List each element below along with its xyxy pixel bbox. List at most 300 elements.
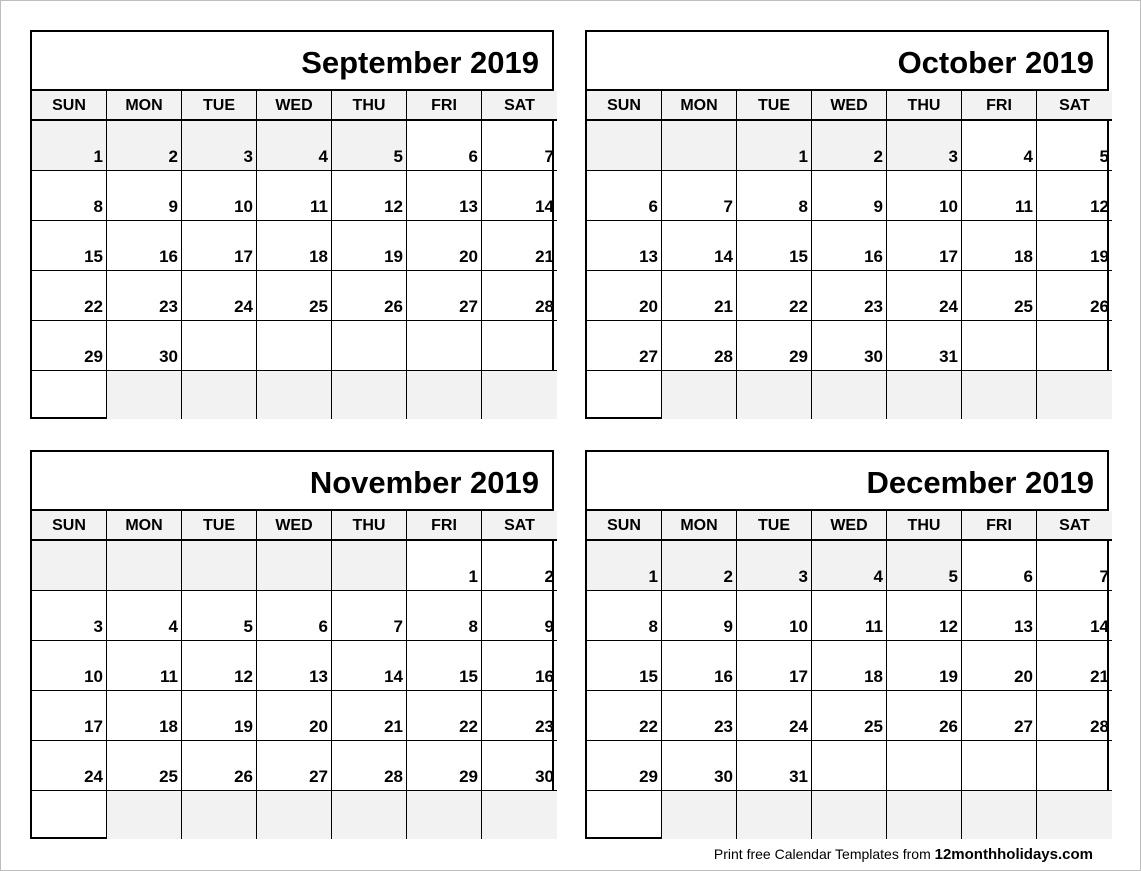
day-number: 28: [384, 767, 403, 786]
day-number: 3: [93, 617, 103, 636]
day-number: 18: [159, 717, 178, 736]
day-cell: [962, 271, 1037, 321]
day-number: 9: [873, 197, 883, 216]
day-number: 26: [234, 767, 253, 786]
day-number: 5: [243, 617, 253, 636]
day-number: 16: [159, 247, 178, 266]
day-cell: [332, 741, 407, 791]
calendar-grid: [32, 511, 552, 839]
day-cell: [482, 221, 557, 271]
weekday-header: SUN: [587, 91, 662, 121]
day-cell: [257, 121, 332, 171]
day-number: 22: [459, 717, 478, 736]
weekday-header: WED: [257, 91, 332, 121]
empty-day-cell: [737, 371, 812, 419]
day-number: 17: [939, 247, 958, 266]
day-cell: [587, 221, 662, 271]
day-cell: [107, 271, 182, 321]
empty-day-cell: [887, 791, 962, 839]
month-title: September 2019: [32, 32, 552, 91]
weekday-header: THU: [332, 511, 407, 541]
day-number: 27: [459, 297, 478, 316]
empty-day-cell: [257, 321, 332, 371]
day-cell: [182, 271, 257, 321]
day-number: 19: [939, 667, 958, 686]
weekday-header: SAT: [482, 91, 557, 121]
day-cell: [662, 641, 737, 691]
day-number: 6: [468, 147, 478, 166]
day-number: 24: [789, 717, 808, 736]
day-number: 21: [714, 297, 733, 316]
day-cell: [107, 121, 182, 171]
weekday-header: SAT: [482, 511, 557, 541]
empty-day-cell: [812, 741, 887, 791]
day-number: 21: [1090, 667, 1109, 686]
day-number: 1: [468, 567, 478, 586]
day-number: 28: [535, 297, 554, 316]
day-cell: [887, 321, 962, 371]
day-number: 25: [1014, 297, 1033, 316]
empty-day-cell: [587, 371, 662, 419]
day-cell: [662, 741, 737, 791]
day-cell: [257, 271, 332, 321]
day-number: 6: [648, 197, 658, 216]
weekday-header: MON: [107, 91, 182, 121]
footer-site-link[interactable]: 12monthholidays.com: [934, 846, 1093, 863]
day-number: 26: [939, 717, 958, 736]
day-cell: [482, 271, 557, 321]
weekday-header: TUE: [737, 511, 812, 541]
day-cell: [737, 171, 812, 221]
day-number: 25: [159, 767, 178, 786]
day-number: 24: [84, 767, 103, 786]
day-cell: [812, 271, 887, 321]
day-cell: [962, 641, 1037, 691]
day-number: 4: [318, 147, 328, 166]
day-cell: [182, 121, 257, 171]
weekday-header: TUE: [182, 511, 257, 541]
day-cell: [662, 321, 737, 371]
day-number: 18: [864, 667, 883, 686]
weekday-header: THU: [332, 91, 407, 121]
day-number: 20: [1014, 667, 1033, 686]
day-cell: [182, 221, 257, 271]
day-cell: [407, 591, 482, 641]
day-cell: [662, 591, 737, 641]
day-cell: [332, 691, 407, 741]
day-cell: [662, 221, 737, 271]
day-cell: [32, 221, 107, 271]
day-number: 26: [1090, 297, 1109, 316]
day-number: 17: [84, 717, 103, 736]
day-number: 31: [939, 347, 958, 366]
day-cell: [32, 321, 107, 371]
weekday-header: FRI: [962, 511, 1037, 541]
day-number: 7: [1099, 567, 1109, 586]
day-cell: [107, 171, 182, 221]
empty-day-cell: [962, 791, 1037, 839]
day-cell: [32, 741, 107, 791]
day-cell: [482, 121, 557, 171]
day-cell: [182, 691, 257, 741]
day-number: 14: [714, 247, 733, 266]
day-number: 15: [84, 247, 103, 266]
weekday-header: THU: [887, 511, 962, 541]
day-cell: [812, 121, 887, 171]
calendar-grid: [587, 91, 1107, 419]
empty-day-cell: [182, 321, 257, 371]
day-cell: [737, 121, 812, 171]
empty-day-cell: [107, 541, 182, 591]
day-number: 12: [234, 667, 253, 686]
day-cell: [887, 171, 962, 221]
day-cell: [737, 541, 812, 591]
day-number: 30: [535, 767, 554, 786]
day-cell: [332, 221, 407, 271]
day-cell: [257, 221, 332, 271]
empty-day-cell: [182, 541, 257, 591]
day-cell: [1037, 121, 1112, 171]
weekday-header: SAT: [1037, 511, 1112, 541]
day-cell: [257, 741, 332, 791]
empty-day-cell: [1037, 321, 1112, 371]
day-number: 11: [865, 617, 883, 636]
month-calendar-september: [30, 30, 554, 419]
day-number: 2: [873, 147, 883, 166]
empty-day-cell: [257, 371, 332, 419]
day-number: 4: [1023, 147, 1033, 166]
day-cell: [107, 691, 182, 741]
day-cell: [587, 691, 662, 741]
day-cell: [482, 591, 557, 641]
day-cell: [737, 641, 812, 691]
day-cell: [482, 541, 557, 591]
day-cell: [182, 641, 257, 691]
weekday-header: MON: [107, 511, 182, 541]
day-number: 10: [84, 667, 103, 686]
weekday-header: SUN: [32, 511, 107, 541]
day-cell: [1037, 171, 1112, 221]
month-title: December 2019: [587, 452, 1107, 511]
weekday-header: FRI: [407, 91, 482, 121]
day-cell: [257, 171, 332, 221]
day-cell: [107, 321, 182, 371]
day-number: 10: [939, 197, 958, 216]
day-number: 7: [544, 147, 554, 166]
empty-day-cell: [1037, 371, 1112, 419]
day-number: 29: [639, 767, 658, 786]
day-cell: [587, 591, 662, 641]
empty-day-cell: [257, 791, 332, 839]
day-cell: [887, 121, 962, 171]
weekday-header: WED: [812, 511, 887, 541]
day-number: 5: [948, 567, 958, 586]
day-cell: [662, 171, 737, 221]
day-number: 11: [160, 667, 178, 686]
weekday-header: THU: [887, 91, 962, 121]
day-number: 19: [384, 247, 403, 266]
day-cell: [812, 591, 887, 641]
empty-day-cell: [182, 791, 257, 839]
empty-day-cell: [107, 791, 182, 839]
day-number: 4: [873, 567, 883, 586]
day-cell: [32, 691, 107, 741]
day-number: 13: [309, 667, 328, 686]
day-number: 23: [714, 717, 733, 736]
empty-day-cell: [662, 371, 737, 419]
day-cell: [812, 221, 887, 271]
day-cell: [887, 541, 962, 591]
day-number: 21: [384, 717, 403, 736]
weekday-header: WED: [257, 511, 332, 541]
day-cell: [737, 691, 812, 741]
day-number: 23: [535, 717, 554, 736]
day-number: 29: [459, 767, 478, 786]
day-number: 8: [648, 617, 658, 636]
day-cell: [407, 541, 482, 591]
empty-day-cell: [1037, 741, 1112, 791]
day-cell: [662, 691, 737, 741]
day-number: 7: [393, 617, 403, 636]
empty-day-cell: [482, 321, 557, 371]
empty-day-cell: [332, 791, 407, 839]
day-number: 8: [468, 617, 478, 636]
day-cell: [482, 171, 557, 221]
day-number: 25: [309, 297, 328, 316]
day-number: 29: [789, 347, 808, 366]
day-cell: [587, 321, 662, 371]
day-cell: [32, 641, 107, 691]
day-number: 2: [168, 147, 178, 166]
empty-day-cell: [107, 371, 182, 419]
day-number: 27: [1014, 717, 1033, 736]
day-number: 15: [639, 667, 658, 686]
day-number: 6: [318, 617, 328, 636]
day-cell: [737, 741, 812, 791]
day-number: 25: [864, 717, 883, 736]
empty-day-cell: [662, 791, 737, 839]
day-number: 27: [639, 347, 658, 366]
calendar-grid: [587, 511, 1107, 839]
day-cell: [587, 641, 662, 691]
day-cell: [332, 121, 407, 171]
day-number: 4: [168, 617, 178, 636]
day-number: 20: [309, 717, 328, 736]
day-cell: [887, 271, 962, 321]
day-cell: [737, 591, 812, 641]
day-cell: [257, 641, 332, 691]
day-number: 21: [535, 247, 554, 266]
day-cell: [662, 541, 737, 591]
day-cell: [482, 691, 557, 741]
weekday-header: MON: [662, 91, 737, 121]
day-cell: [587, 541, 662, 591]
empty-day-cell: [32, 371, 107, 419]
day-number: 23: [864, 297, 883, 316]
day-number: 3: [243, 147, 253, 166]
day-number: 5: [393, 147, 403, 166]
day-cell: [962, 121, 1037, 171]
day-cell: [32, 271, 107, 321]
day-cell: [962, 221, 1037, 271]
day-cell: [407, 171, 482, 221]
empty-day-cell: [887, 741, 962, 791]
day-number: 2: [544, 567, 554, 586]
day-cell: [107, 741, 182, 791]
day-cell: [737, 321, 812, 371]
empty-day-cell: [962, 371, 1037, 419]
empty-day-cell: [407, 791, 482, 839]
day-cell: [332, 271, 407, 321]
weekday-header: MON: [662, 511, 737, 541]
day-cell: [482, 641, 557, 691]
empty-day-cell: [962, 321, 1037, 371]
day-number: 28: [1090, 717, 1109, 736]
day-cell: [107, 641, 182, 691]
day-number: 8: [798, 197, 808, 216]
empty-day-cell: [812, 371, 887, 419]
empty-day-cell: [587, 791, 662, 839]
month-title: November 2019: [32, 452, 552, 511]
day-cell: [332, 171, 407, 221]
day-cell: [662, 271, 737, 321]
day-number: 1: [93, 147, 103, 166]
weekday-header: TUE: [182, 91, 257, 121]
day-cell: [182, 171, 257, 221]
day-number: 9: [544, 617, 554, 636]
footer-credit: [714, 846, 1093, 863]
day-cell: [32, 171, 107, 221]
day-number: 22: [639, 717, 658, 736]
day-cell: [812, 541, 887, 591]
day-number: 30: [864, 347, 883, 366]
day-cell: [812, 171, 887, 221]
day-number: 22: [84, 297, 103, 316]
day-number: 30: [159, 347, 178, 366]
day-number: 24: [939, 297, 958, 316]
empty-day-cell: [407, 321, 482, 371]
month-calendar-october: [585, 30, 1109, 419]
day-number: 11: [1015, 197, 1033, 216]
calendar-grid: [32, 91, 552, 419]
empty-day-cell: [662, 121, 737, 171]
day-number: 12: [384, 197, 403, 216]
day-number: 16: [714, 667, 733, 686]
day-number: 13: [1014, 617, 1033, 636]
day-number: 11: [310, 197, 328, 216]
day-number: 26: [384, 297, 403, 316]
weekday-header: FRI: [407, 511, 482, 541]
empty-day-cell: [482, 371, 557, 419]
day-cell: [887, 641, 962, 691]
day-cell: [1037, 591, 1112, 641]
day-cell: [1037, 541, 1112, 591]
empty-day-cell: [407, 371, 482, 419]
day-number: 14: [1090, 617, 1109, 636]
day-cell: [107, 591, 182, 641]
day-cell: [737, 221, 812, 271]
day-number: 16: [535, 667, 554, 686]
day-cell: [887, 221, 962, 271]
day-number: 17: [234, 247, 253, 266]
day-number: 13: [639, 247, 658, 266]
weekday-header: WED: [812, 91, 887, 121]
day-cell: [482, 741, 557, 791]
day-number: 8: [93, 197, 103, 216]
day-number: 17: [789, 667, 808, 686]
empty-day-cell: [332, 541, 407, 591]
day-number: 9: [723, 617, 733, 636]
empty-day-cell: [587, 121, 662, 171]
day-cell: [962, 591, 1037, 641]
day-cell: [407, 221, 482, 271]
empty-day-cell: [482, 791, 557, 839]
weekday-header: SUN: [32, 91, 107, 121]
day-cell: [407, 641, 482, 691]
day-cell: [32, 121, 107, 171]
day-cell: [587, 171, 662, 221]
day-cell: [962, 171, 1037, 221]
day-number: 29: [84, 347, 103, 366]
day-cell: [332, 591, 407, 641]
day-cell: [887, 691, 962, 741]
day-cell: [407, 121, 482, 171]
day-number: 16: [864, 247, 883, 266]
day-number: 19: [1090, 247, 1109, 266]
day-cell: [407, 271, 482, 321]
day-number: 19: [234, 717, 253, 736]
day-number: 12: [1090, 197, 1109, 216]
empty-day-cell: [257, 541, 332, 591]
day-cell: [257, 691, 332, 741]
day-cell: [1037, 221, 1112, 271]
day-cell: [1037, 691, 1112, 741]
day-number: 10: [234, 197, 253, 216]
empty-day-cell: [812, 791, 887, 839]
empty-day-cell: [332, 321, 407, 371]
day-cell: [962, 541, 1037, 591]
month-title: October 2019: [587, 32, 1107, 91]
day-number: 23: [159, 297, 178, 316]
day-cell: [257, 591, 332, 641]
day-cell: [182, 741, 257, 791]
day-number: 15: [459, 667, 478, 686]
empty-day-cell: [962, 741, 1037, 791]
weekday-header: SUN: [587, 511, 662, 541]
day-number: 1: [648, 567, 658, 586]
day-number: 2: [723, 567, 733, 586]
day-cell: [1037, 271, 1112, 321]
empty-day-cell: [182, 371, 257, 419]
month-calendar-december: [585, 450, 1109, 839]
day-cell: [737, 271, 812, 321]
weekday-header: FRI: [962, 91, 1037, 121]
day-number: 22: [789, 297, 808, 316]
day-cell: [407, 741, 482, 791]
empty-day-cell: [887, 371, 962, 419]
day-number: 13: [459, 197, 478, 216]
day-cell: [962, 691, 1037, 741]
day-cell: [812, 321, 887, 371]
day-number: 20: [639, 297, 658, 316]
day-number: 9: [168, 197, 178, 216]
day-cell: [182, 591, 257, 641]
weekday-header: SAT: [1037, 91, 1112, 121]
day-number: 6: [1023, 567, 1033, 586]
day-cell: [332, 641, 407, 691]
month-calendar-november: [30, 450, 554, 839]
day-cell: [1037, 641, 1112, 691]
